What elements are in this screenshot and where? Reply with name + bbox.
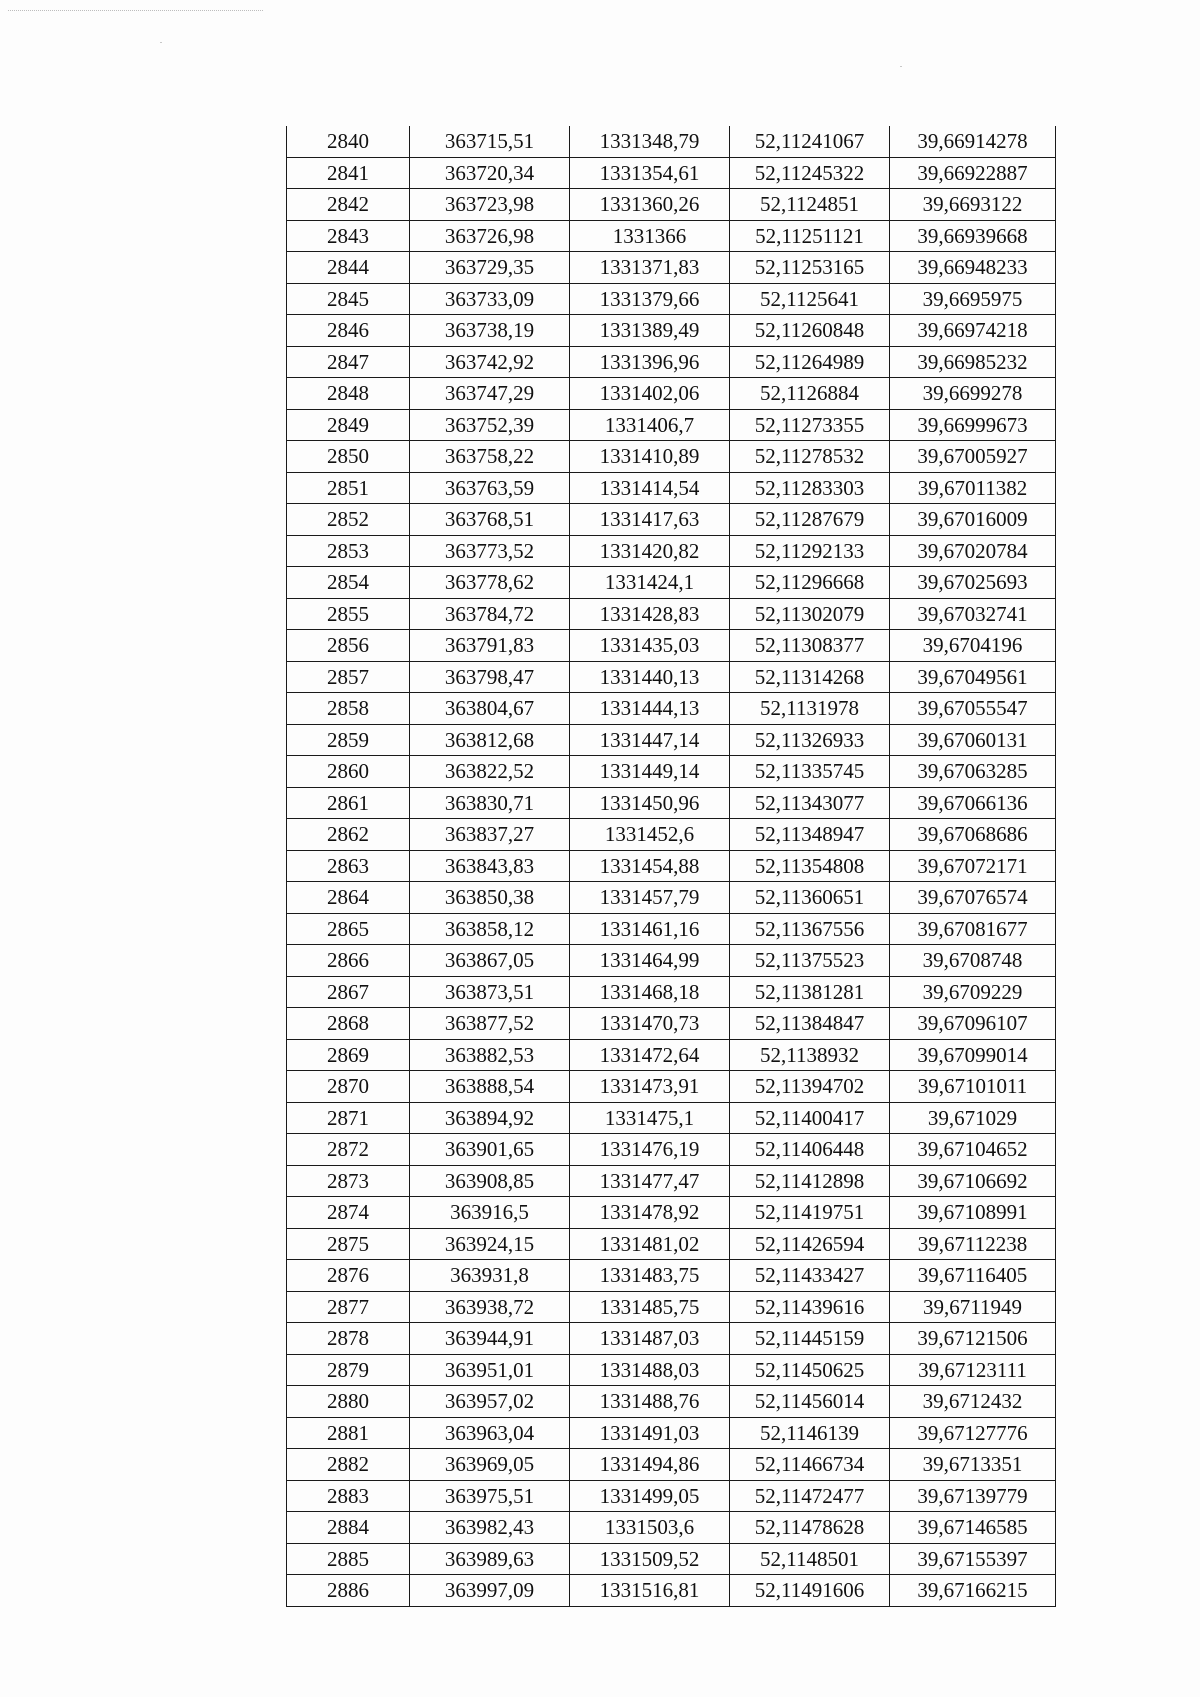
point-number-cell: 2885 — [287, 1543, 410, 1575]
point-number-cell: 2859 — [287, 724, 410, 756]
point-number-cell: 2855 — [287, 598, 410, 630]
y-coordinate-cell: 1331491,03 — [570, 1417, 730, 1449]
table-row — [287, 850, 1056, 882]
longitude-cell: 39,6693122 — [890, 189, 1056, 221]
latitude-cell: 52,11245322 — [730, 157, 890, 189]
y-coordinate-cell: 1331406,7 — [570, 409, 730, 441]
latitude-cell: 52,11433427 — [730, 1260, 890, 1292]
table-row — [287, 882, 1056, 914]
y-coordinate-cell: 1331379,66 — [570, 283, 730, 315]
y-coordinate-cell: 1331494,86 — [570, 1449, 730, 1481]
y-coordinate-cell: 1331447,14 — [570, 724, 730, 756]
x-coordinate-cell: 363951,01 — [410, 1354, 570, 1386]
table-row — [287, 598, 1056, 630]
longitude-cell: 39,67155397 — [890, 1543, 1056, 1575]
longitude-cell: 39,67011382 — [890, 472, 1056, 504]
table-row — [287, 819, 1056, 851]
y-coordinate-cell: 1331472,64 — [570, 1039, 730, 1071]
table-row — [287, 1543, 1056, 1575]
point-number-cell: 2842 — [287, 189, 410, 221]
x-coordinate-cell: 363837,27 — [410, 819, 570, 851]
y-coordinate-cell: 1331509,52 — [570, 1543, 730, 1575]
longitude-cell: 39,671029 — [890, 1102, 1056, 1134]
table-row — [287, 409, 1056, 441]
y-coordinate-cell: 1331478,92 — [570, 1197, 730, 1229]
longitude-cell: 39,67104652 — [890, 1134, 1056, 1166]
point-number-cell: 2851 — [287, 472, 410, 504]
point-number-cell: 2856 — [287, 630, 410, 662]
longitude-cell: 39,66999673 — [890, 409, 1056, 441]
longitude-cell: 39,67020784 — [890, 535, 1056, 567]
x-coordinate-cell: 363997,09 — [410, 1575, 570, 1607]
y-coordinate-cell: 1331444,13 — [570, 693, 730, 725]
y-coordinate-cell: 1331476,19 — [570, 1134, 730, 1166]
latitude-cell: 52,11302079 — [730, 598, 890, 630]
x-coordinate-cell: 363723,98 — [410, 189, 570, 221]
table-row — [287, 1575, 1056, 1607]
longitude-cell: 39,67068686 — [890, 819, 1056, 851]
table-row — [287, 472, 1056, 504]
table-row — [287, 945, 1056, 977]
y-coordinate-cell: 1331410,89 — [570, 441, 730, 473]
point-number-cell: 2849 — [287, 409, 410, 441]
latitude-cell: 52,11360651 — [730, 882, 890, 914]
x-coordinate-cell: 363778,62 — [410, 567, 570, 599]
point-number-cell: 2871 — [287, 1102, 410, 1134]
x-coordinate-cell: 363982,43 — [410, 1512, 570, 1544]
longitude-cell: 39,67005927 — [890, 441, 1056, 473]
y-coordinate-cell: 1331473,91 — [570, 1071, 730, 1103]
table-row — [287, 220, 1056, 252]
longitude-cell: 39,67099014 — [890, 1039, 1056, 1071]
x-coordinate-cell: 363931,8 — [410, 1260, 570, 1292]
x-coordinate-cell: 363957,02 — [410, 1386, 570, 1418]
y-coordinate-cell: 1331454,88 — [570, 850, 730, 882]
latitude-cell: 52,11326933 — [730, 724, 890, 756]
x-coordinate-cell: 363963,04 — [410, 1417, 570, 1449]
point-number-cell: 2873 — [287, 1165, 410, 1197]
latitude-cell: 52,11348947 — [730, 819, 890, 851]
point-number-cell: 2874 — [287, 1197, 410, 1229]
point-number-cell: 2880 — [287, 1386, 410, 1418]
latitude-cell: 52,11354808 — [730, 850, 890, 882]
x-coordinate-cell: 363747,29 — [410, 378, 570, 410]
y-coordinate-cell: 1331417,63 — [570, 504, 730, 536]
point-number-cell: 2883 — [287, 1480, 410, 1512]
table-row — [287, 1102, 1056, 1134]
x-coordinate-cell: 363784,72 — [410, 598, 570, 630]
latitude-cell: 52,1138932 — [730, 1039, 890, 1071]
point-number-cell: 2843 — [287, 220, 410, 252]
table-row — [287, 315, 1056, 347]
table-row — [287, 1134, 1056, 1166]
y-coordinate-cell: 1331402,06 — [570, 378, 730, 410]
point-number-cell: 2841 — [287, 157, 410, 189]
latitude-cell: 52,11273355 — [730, 409, 890, 441]
x-coordinate-cell: 363773,52 — [410, 535, 570, 567]
x-coordinate-cell: 363858,12 — [410, 913, 570, 945]
table-row — [287, 1197, 1056, 1229]
point-number-cell: 2850 — [287, 441, 410, 473]
point-number-cell: 2868 — [287, 1008, 410, 1040]
latitude-cell: 52,11375523 — [730, 945, 890, 977]
point-number-cell: 2870 — [287, 1071, 410, 1103]
point-number-cell: 2864 — [287, 882, 410, 914]
longitude-cell: 39,66974218 — [890, 315, 1056, 347]
longitude-cell: 39,67081677 — [890, 913, 1056, 945]
table-row — [287, 1228, 1056, 1260]
point-number-cell: 2879 — [287, 1354, 410, 1386]
longitude-cell: 39,6708748 — [890, 945, 1056, 977]
longitude-cell: 39,67112238 — [890, 1228, 1056, 1260]
latitude-cell: 52,11335745 — [730, 756, 890, 788]
latitude-cell: 52,11343077 — [730, 787, 890, 819]
table-row — [287, 756, 1056, 788]
y-coordinate-cell: 1331366 — [570, 220, 730, 252]
x-coordinate-cell: 363888,54 — [410, 1071, 570, 1103]
table-row — [287, 693, 1056, 725]
y-coordinate-cell: 1331487,03 — [570, 1323, 730, 1355]
table-row — [287, 189, 1056, 221]
y-coordinate-cell: 1331348,79 — [570, 126, 730, 157]
x-coordinate-cell: 363969,05 — [410, 1449, 570, 1481]
latitude-cell: 52,11253165 — [730, 252, 890, 284]
x-coordinate-cell: 363882,53 — [410, 1039, 570, 1071]
point-number-cell: 2881 — [287, 1417, 410, 1449]
x-coordinate-cell: 363812,68 — [410, 724, 570, 756]
longitude-cell: 39,6712432 — [890, 1386, 1056, 1418]
latitude-cell: 52,11439616 — [730, 1291, 890, 1323]
longitude-cell: 39,6711949 — [890, 1291, 1056, 1323]
y-coordinate-cell: 1331457,79 — [570, 882, 730, 914]
table-row — [287, 1354, 1056, 1386]
latitude-cell: 52,11472477 — [730, 1480, 890, 1512]
x-coordinate-cell: 363742,92 — [410, 346, 570, 378]
longitude-cell: 39,67063285 — [890, 756, 1056, 788]
x-coordinate-cell: 363901,65 — [410, 1134, 570, 1166]
x-coordinate-cell: 363804,67 — [410, 693, 570, 725]
x-coordinate-cell: 363867,05 — [410, 945, 570, 977]
scan-artifact-dot — [160, 42, 162, 43]
latitude-cell: 52,11394702 — [730, 1071, 890, 1103]
longitude-cell: 39,66922887 — [890, 157, 1056, 189]
y-coordinate-cell: 1331396,96 — [570, 346, 730, 378]
coordinates-table-body — [287, 126, 1056, 1606]
point-number-cell: 2867 — [287, 976, 410, 1008]
y-coordinate-cell: 1331477,47 — [570, 1165, 730, 1197]
latitude-cell: 52,11264989 — [730, 346, 890, 378]
point-number-cell: 2865 — [287, 913, 410, 945]
y-coordinate-cell: 1331360,26 — [570, 189, 730, 221]
latitude-cell: 52,11384847 — [730, 1008, 890, 1040]
longitude-cell: 39,67106692 — [890, 1165, 1056, 1197]
table-row — [287, 1291, 1056, 1323]
table-row — [287, 283, 1056, 315]
latitude-cell: 52,11456014 — [730, 1386, 890, 1418]
latitude-cell: 52,11314268 — [730, 661, 890, 693]
point-number-cell: 2846 — [287, 315, 410, 347]
point-number-cell: 2860 — [287, 756, 410, 788]
x-coordinate-cell: 363726,98 — [410, 220, 570, 252]
table-row — [287, 1480, 1056, 1512]
latitude-cell: 52,11445159 — [730, 1323, 890, 1355]
point-number-cell: 2852 — [287, 504, 410, 536]
table-row — [287, 1323, 1056, 1355]
longitude-cell: 39,67108991 — [890, 1197, 1056, 1229]
latitude-cell: 52,11412898 — [730, 1165, 890, 1197]
y-coordinate-cell: 1331499,05 — [570, 1480, 730, 1512]
x-coordinate-cell: 363944,91 — [410, 1323, 570, 1355]
y-coordinate-cell: 1331371,83 — [570, 252, 730, 284]
longitude-cell: 39,6704196 — [890, 630, 1056, 662]
latitude-cell: 52,11381281 — [730, 976, 890, 1008]
y-coordinate-cell: 1331428,83 — [570, 598, 730, 630]
latitude-cell: 52,11426594 — [730, 1228, 890, 1260]
longitude-cell: 39,67025693 — [890, 567, 1056, 599]
x-coordinate-cell: 363763,59 — [410, 472, 570, 504]
latitude-cell: 52,11287679 — [730, 504, 890, 536]
longitude-cell: 39,6713351 — [890, 1449, 1056, 1481]
table-row — [287, 1260, 1056, 1292]
longitude-cell: 39,67060131 — [890, 724, 1056, 756]
point-number-cell: 2840 — [287, 126, 410, 157]
longitude-cell: 39,66985232 — [890, 346, 1056, 378]
point-number-cell: 2848 — [287, 378, 410, 410]
latitude-cell: 52,11466734 — [730, 1449, 890, 1481]
table-row — [287, 346, 1056, 378]
table-row — [287, 504, 1056, 536]
point-number-cell: 2853 — [287, 535, 410, 567]
longitude-cell: 39,6709229 — [890, 976, 1056, 1008]
table-row — [287, 1165, 1056, 1197]
y-coordinate-cell: 1331420,82 — [570, 535, 730, 567]
longitude-cell: 39,67072171 — [890, 850, 1056, 882]
y-coordinate-cell: 1331483,75 — [570, 1260, 730, 1292]
latitude-cell: 52,11419751 — [730, 1197, 890, 1229]
x-coordinate-cell: 363758,22 — [410, 441, 570, 473]
x-coordinate-cell: 363877,52 — [410, 1008, 570, 1040]
table-row — [287, 126, 1056, 157]
latitude-cell: 52,11406448 — [730, 1134, 890, 1166]
latitude-cell: 52,1146139 — [730, 1417, 890, 1449]
longitude-cell: 39,6695975 — [890, 283, 1056, 315]
x-coordinate-cell: 363733,09 — [410, 283, 570, 315]
point-number-cell: 2876 — [287, 1260, 410, 1292]
latitude-cell: 52,11296668 — [730, 567, 890, 599]
latitude-cell: 52,11241067 — [730, 126, 890, 157]
latitude-cell: 52,1124851 — [730, 189, 890, 221]
point-number-cell: 2886 — [287, 1575, 410, 1607]
longitude-cell: 39,67049561 — [890, 661, 1056, 693]
x-coordinate-cell: 363894,92 — [410, 1102, 570, 1134]
point-number-cell: 2862 — [287, 819, 410, 851]
point-number-cell: 2866 — [287, 945, 410, 977]
y-coordinate-cell: 1331424,1 — [570, 567, 730, 599]
point-number-cell: 2863 — [287, 850, 410, 882]
y-coordinate-cell: 1331488,76 — [570, 1386, 730, 1418]
point-number-cell: 2861 — [287, 787, 410, 819]
longitude-cell: 39,67139779 — [890, 1480, 1056, 1512]
latitude-cell: 52,11400417 — [730, 1102, 890, 1134]
latitude-cell: 52,11278532 — [730, 441, 890, 473]
longitude-cell: 39,67166215 — [890, 1575, 1056, 1607]
point-number-cell: 2877 — [287, 1291, 410, 1323]
point-number-cell: 2872 — [287, 1134, 410, 1166]
table-row — [287, 913, 1056, 945]
y-coordinate-cell: 1331440,13 — [570, 661, 730, 693]
longitude-cell: 39,67101011 — [890, 1071, 1056, 1103]
x-coordinate-cell: 363975,51 — [410, 1480, 570, 1512]
table-row — [287, 535, 1056, 567]
longitude-cell: 39,67055547 — [890, 693, 1056, 725]
x-coordinate-cell: 363720,34 — [410, 157, 570, 189]
table-row — [287, 661, 1056, 693]
longitude-cell: 39,6699278 — [890, 378, 1056, 410]
longitude-cell: 39,67032741 — [890, 598, 1056, 630]
y-coordinate-cell: 1331481,02 — [570, 1228, 730, 1260]
x-coordinate-cell: 363989,63 — [410, 1543, 570, 1575]
latitude-cell: 52,1125641 — [730, 283, 890, 315]
y-coordinate-cell: 1331461,16 — [570, 913, 730, 945]
y-coordinate-cell: 1331464,99 — [570, 945, 730, 977]
x-coordinate-cell: 363798,47 — [410, 661, 570, 693]
point-number-cell: 2878 — [287, 1323, 410, 1355]
table-row — [287, 157, 1056, 189]
x-coordinate-cell: 363843,83 — [410, 850, 570, 882]
x-coordinate-cell: 363938,72 — [410, 1291, 570, 1323]
y-coordinate-cell: 1331414,54 — [570, 472, 730, 504]
table-row — [287, 724, 1056, 756]
latitude-cell: 52,11260848 — [730, 315, 890, 347]
latitude-cell: 52,11283303 — [730, 472, 890, 504]
table-row — [287, 1008, 1056, 1040]
table-row — [287, 787, 1056, 819]
x-coordinate-cell: 363873,51 — [410, 976, 570, 1008]
y-coordinate-cell: 1331516,81 — [570, 1575, 730, 1607]
y-coordinate-cell: 1331449,14 — [570, 756, 730, 788]
longitude-cell: 39,66914278 — [890, 126, 1056, 157]
point-number-cell: 2854 — [287, 567, 410, 599]
x-coordinate-cell: 363752,39 — [410, 409, 570, 441]
scan-artifact-line — [8, 10, 263, 12]
longitude-cell: 39,67123111 — [890, 1354, 1056, 1386]
longitude-cell: 39,66939668 — [890, 220, 1056, 252]
x-coordinate-cell: 363830,71 — [410, 787, 570, 819]
y-coordinate-cell: 1331485,75 — [570, 1291, 730, 1323]
point-number-cell: 2857 — [287, 661, 410, 693]
point-number-cell: 2884 — [287, 1512, 410, 1544]
y-coordinate-cell: 1331354,61 — [570, 157, 730, 189]
longitude-cell: 39,67066136 — [890, 787, 1056, 819]
point-number-cell: 2845 — [287, 283, 410, 315]
table-row — [287, 1417, 1056, 1449]
x-coordinate-cell: 363791,83 — [410, 630, 570, 662]
point-number-cell: 2882 — [287, 1449, 410, 1481]
latitude-cell: 52,1126884 — [730, 378, 890, 410]
x-coordinate-cell: 363916,5 — [410, 1197, 570, 1229]
latitude-cell: 52,11367556 — [730, 913, 890, 945]
point-number-cell: 2847 — [287, 346, 410, 378]
table-row — [287, 252, 1056, 284]
coordinates-table — [286, 126, 1056, 1607]
latitude-cell: 52,11308377 — [730, 630, 890, 662]
point-number-cell: 2844 — [287, 252, 410, 284]
x-coordinate-cell: 363738,19 — [410, 315, 570, 347]
table-row — [287, 1071, 1056, 1103]
point-number-cell: 2875 — [287, 1228, 410, 1260]
y-coordinate-cell: 1331452,6 — [570, 819, 730, 851]
table-row — [287, 1449, 1056, 1481]
y-coordinate-cell: 1331503,6 — [570, 1512, 730, 1544]
y-coordinate-cell: 1331470,73 — [570, 1008, 730, 1040]
table-row — [287, 441, 1056, 473]
longitude-cell: 39,67127776 — [890, 1417, 1056, 1449]
longitude-cell: 39,67096107 — [890, 1008, 1056, 1040]
y-coordinate-cell: 1331488,03 — [570, 1354, 730, 1386]
longitude-cell: 39,66948233 — [890, 252, 1056, 284]
point-number-cell: 2869 — [287, 1039, 410, 1071]
x-coordinate-cell: 363924,15 — [410, 1228, 570, 1260]
table-row — [287, 378, 1056, 410]
y-coordinate-cell: 1331435,03 — [570, 630, 730, 662]
table-row — [287, 1386, 1056, 1418]
latitude-cell: 52,11491606 — [730, 1575, 890, 1607]
x-coordinate-cell: 363822,52 — [410, 756, 570, 788]
x-coordinate-cell: 363715,51 — [410, 126, 570, 157]
x-coordinate-cell: 363729,35 — [410, 252, 570, 284]
x-coordinate-cell: 363850,38 — [410, 882, 570, 914]
longitude-cell: 39,67146585 — [890, 1512, 1056, 1544]
x-coordinate-cell: 363768,51 — [410, 504, 570, 536]
longitude-cell: 39,67121506 — [890, 1323, 1056, 1355]
y-coordinate-cell: 1331475,1 — [570, 1102, 730, 1134]
y-coordinate-cell: 1331468,18 — [570, 976, 730, 1008]
y-coordinate-cell: 1331389,49 — [570, 315, 730, 347]
table-row — [287, 630, 1056, 662]
latitude-cell: 52,11251121 — [730, 220, 890, 252]
scan-artifact-dot — [900, 66, 902, 67]
latitude-cell: 52,11450625 — [730, 1354, 890, 1386]
y-coordinate-cell: 1331450,96 — [570, 787, 730, 819]
longitude-cell: 39,67016009 — [890, 504, 1056, 536]
latitude-cell: 52,1148501 — [730, 1543, 890, 1575]
latitude-cell: 52,11292133 — [730, 535, 890, 567]
table-row — [287, 1512, 1056, 1544]
longitude-cell: 39,67076574 — [890, 882, 1056, 914]
table-row — [287, 567, 1056, 599]
x-coordinate-cell: 363908,85 — [410, 1165, 570, 1197]
table-row — [287, 1039, 1056, 1071]
longitude-cell: 39,67116405 — [890, 1260, 1056, 1292]
table-row — [287, 976, 1056, 1008]
point-number-cell: 2858 — [287, 693, 410, 725]
latitude-cell: 52,1131978 — [730, 693, 890, 725]
latitude-cell: 52,11478628 — [730, 1512, 890, 1544]
